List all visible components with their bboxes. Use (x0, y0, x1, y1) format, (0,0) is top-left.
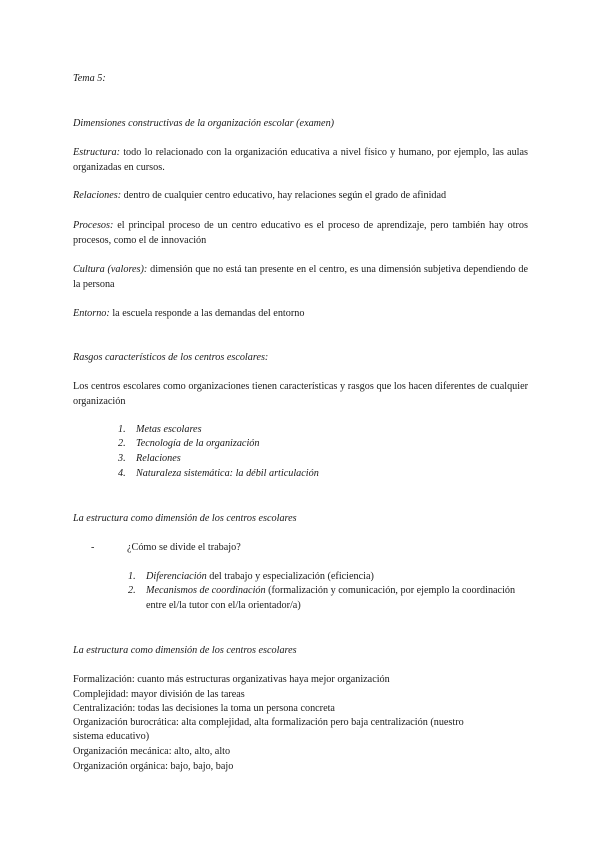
sub-text: del trabajo y especialización (eficiencia) (206, 571, 374, 582)
rasgos-list-item (118, 423, 202, 438)
list-number: 1. (118, 424, 126, 435)
list-text: Naturaleza sistemática: la débil articulación (136, 468, 319, 479)
rasgos-heading: Rasgos característicos de los centros escolares: (73, 352, 269, 363)
sub-list-item (128, 570, 528, 585)
desc-procesos: el principal proceso de un centro educativo es el proceso de aprendizaje, pero también hay otros procesos, como el de innovación (73, 220, 528, 246)
rasgos-list-item (118, 467, 319, 482)
term-entorno: Entorno: (73, 308, 110, 319)
document-title: Tema 5: (73, 73, 106, 84)
term-procesos: Procesos: (73, 220, 114, 231)
estructura-line: Centralización: todas las decisiones la toma un persona concreta (73, 703, 335, 714)
dimension-estructura (73, 146, 528, 175)
estructura-heading-2: La estructura como dimensión de los centros escolares (73, 645, 297, 656)
dimensiones-heading: Dimensiones constructivas de la organización escolar (examen) (73, 118, 335, 129)
sub-term: Diferenciación (146, 571, 207, 582)
sub-list-item (128, 584, 528, 613)
desc-cultura: dimensión que no está tan presente en el centro, es una dimensión subjetiva dependiendo de la persona (73, 264, 528, 290)
list-text: Relaciones (136, 453, 181, 464)
term-relaciones: Relaciones: (73, 190, 122, 201)
sub-text: (formalización y comunicación, por ejemplo la coordinación entre el/la tutor con el/la orientador/a) (146, 585, 516, 611)
dimension-procesos (73, 219, 528, 248)
question-bullet (91, 541, 241, 556)
estructura-line: Organización orgánica: bajo, bajo, bajo (73, 761, 234, 772)
list-text: Tecnología de la organización (136, 438, 260, 449)
question-text: ¿Cómo se divide el trabajo? (127, 542, 241, 553)
estructura-line: Organización mecánica: alto, alto, alto (73, 746, 231, 757)
list-number: 2. (128, 585, 136, 596)
estructura-heading-1: La estructura como dimensión de los centros escolares (73, 513, 297, 524)
dimension-cultura (73, 263, 528, 292)
list-number: 3. (118, 453, 126, 464)
desc-estructura: todo lo relacionado con la organización educativa a nivel físico y humano, por ejemplo, las aulas organizadas en cursos. (73, 147, 528, 173)
dimension-entorno (73, 307, 528, 322)
list-text: Metas escolares (136, 424, 202, 435)
list-number: 1. (128, 571, 136, 582)
estructura-line: Organización burocrática: alta complejidad, alta formalización pero baja centralización (nuestro (73, 717, 464, 728)
list-number: 2. (118, 438, 126, 449)
rasgos-list-item (118, 452, 181, 467)
sub-term: Mecanismos de coordinación (146, 585, 266, 596)
desc-relaciones: dentro de cualquier centro educativo, hay relaciones según el grado de afinidad (121, 190, 447, 201)
estructura-line: Formalización: cuanto más estructuras organizativas haya mejor organización (73, 674, 390, 685)
dimension-relaciones (73, 189, 528, 204)
term-estructura: Estructura: (73, 147, 120, 158)
estructura-line: Complejidad: mayor división de las tareas (73, 689, 245, 700)
estructura-line: sistema educativo) (73, 731, 150, 742)
list-number: 4. (118, 468, 126, 479)
rasgos-list-item (118, 437, 259, 452)
dash-bullet: - (91, 542, 95, 553)
term-cultura: Cultura (valores): (73, 264, 148, 275)
rasgos-intro: Los centros escolares como organizaciones tienen características y rasgos que los hacen diferentes de cualquier organización (73, 381, 528, 407)
desc-entorno: la escuela responde a las demandas del entorno (109, 308, 305, 319)
